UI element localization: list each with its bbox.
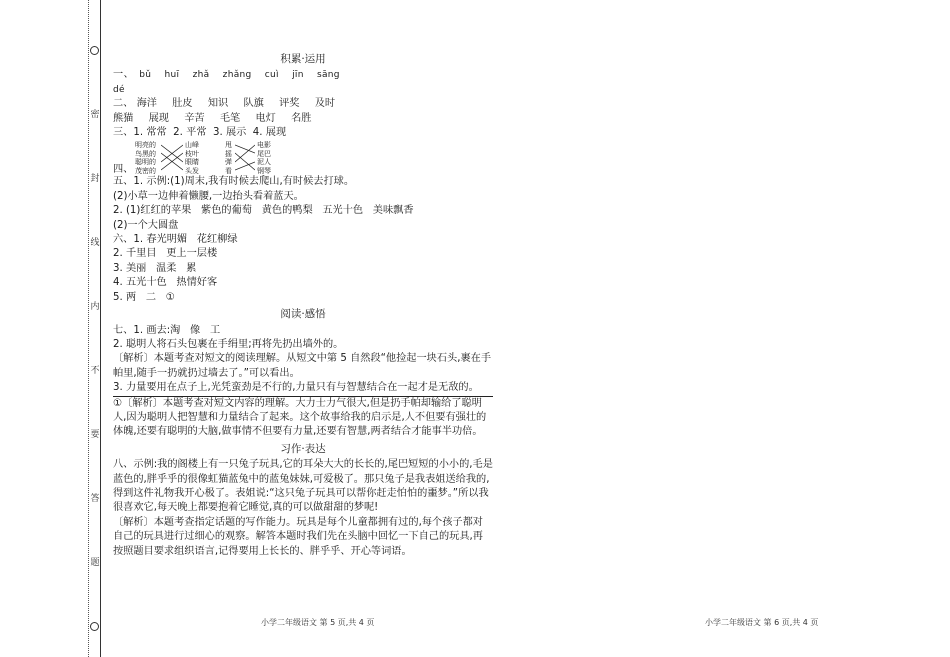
section-title-accumulate: 积累·运用 <box>280 53 326 65</box>
binding-circle-bottom <box>90 622 99 631</box>
binding-char: 题 <box>90 558 100 568</box>
q1-label: 一、 <box>113 69 134 81</box>
q4-match-lines-a <box>161 141 183 175</box>
q7-line3: 3. 力量要用在点子上,光凭蛮劲是不行的,力量只有与智慧结合在一起才是无敌的。 <box>113 381 493 396</box>
match-item: 明亮的 <box>135 141 156 150</box>
match-item: 山峰 <box>185 141 199 150</box>
q4-block <box>113 141 493 175</box>
q7-analysis2: ①〔解析〕本题考查对短文内容的理解。大力士力气很大,但是扔手帕却输给了聪明人,因为聪明人把智慧和力量结合了起来。这个故事给我的启示是,人不但要有强壮的体魄,还要有聪明的大脑,做事情不但要有力量,还要有智慧,两者结合才能事半功倍。 <box>113 397 487 438</box>
match-item: 枝叶 <box>185 149 199 158</box>
binding-char: 封 <box>90 174 100 184</box>
word-item: 熊猫 <box>113 112 134 124</box>
word-item: 及时 <box>314 98 336 110</box>
q4-matching-diagram <box>135 141 493 175</box>
word-item: 名胜 <box>291 112 312 124</box>
q5-line: 2. (1)红红的苹果 紫色的葡萄 黄色的鸭梨 五光十色 美味飘香 <box>113 205 414 217</box>
match-item: 聪明的 <box>135 158 156 167</box>
word-item: 海洋 <box>136 98 157 110</box>
binding-circle-top <box>90 46 99 55</box>
match-item: 头发 <box>185 166 199 175</box>
pinyin-item: cuì <box>264 70 279 81</box>
match-item: 钢琴 <box>257 166 271 175</box>
match-item: 尾巴 <box>257 149 271 158</box>
q7-line2: 2. 聪明人将石头包裹在手绢里;再将先扔出墙外的。 <box>113 338 344 350</box>
q5-line: (2)小草一边伸着懒腰,一边抬头看着蓝天。 <box>113 190 304 202</box>
q2-row1 <box>113 97 493 111</box>
q2-label: 二、 <box>113 98 134 110</box>
match-item: 眼睛 <box>185 158 199 167</box>
pinyin-item: sāng <box>316 70 340 81</box>
page-footer-left: 小学二年级语文 第 5 页,共 4 页 <box>261 618 375 627</box>
binding-char: 线 <box>90 238 100 248</box>
q8-answer: 八、示例:我的阁楼上有一只兔子玩具,它的耳朵大大的长长的,尾巴短短的小小的,毛是蓝色的,胖乎乎的很像虹猫蓝兔中的蓝兔妹妹,可爱极了。那只兔子是我表姐送给我的,得到这件礼物我开心极了。表姐说:“这只兔子玩具可以帮你赶走怕怕的噩梦。”所以我很喜欢它,每天晚上都要抱着它睡觉,真的可以做甜甜的梦呢! <box>113 459 493 514</box>
q7-line1: 七、1. 画去:淘 像 工 <box>113 324 221 336</box>
pinyin-item: bǔ <box>139 70 152 81</box>
q6-line: 2. 千里目 更上一层楼 <box>113 248 218 260</box>
q3-answer: 三、1. 常常 2. 平常 3. 展示 4. 展现 <box>113 127 287 139</box>
match-item: 看 <box>225 166 232 175</box>
q2-row2 <box>113 112 493 126</box>
q8-analysis: 〔解析〕本题考查指定话题的写作能力。玩具是每个儿童都拥有过的,每个孩子都对自己的玩具进行过细心的观察。解答本题时我们先在头脑中回忆一下自己的玩具,再按照题目要求组织语言,记得要用上长长的、胖乎乎、开心等词语。 <box>113 516 483 557</box>
binding-char: 内 <box>90 302 100 312</box>
word-item: 辛苦 <box>184 112 205 124</box>
binding-char: 答 <box>90 494 100 504</box>
match-item: 摇 <box>225 149 232 158</box>
pinyin-item: dé <box>113 84 125 95</box>
q6-line: 4. 五光十色 热情好客 <box>113 277 218 289</box>
q1-pinyin-row <box>113 68 493 82</box>
section-title-writing: 习作·表达 <box>280 442 326 455</box>
q4-label: 四、 <box>113 164 134 176</box>
pinyin-item: huī <box>164 70 180 81</box>
word-item: 知识 <box>207 98 229 110</box>
match-item: 甩 <box>225 141 232 150</box>
binding-char: 不 <box>90 366 100 376</box>
pinyin-item: jīn <box>292 70 304 81</box>
word-item: 电灯 <box>255 112 276 124</box>
q4-left-b <box>225 141 232 175</box>
q7-analysis1: 〔解析〕本题考查对短文的阅读理解。从短文中第 5 自然段“他捡起一块石头,裹在手帕里,随手一扔就扔过墙去了。”可以看出。 <box>113 353 492 379</box>
q4-right-a <box>185 141 199 175</box>
q4-left-a <box>135 141 156 175</box>
page-footer-right: 小学二年级语文 第 6 页,共 4 页 <box>705 618 819 627</box>
word-item: 队旗 <box>243 98 264 110</box>
match-item: 泥人 <box>257 158 271 167</box>
q6-line: 六、1. 春光明媚 花红柳绿 <box>113 234 238 246</box>
word-item: 评奖 <box>279 98 300 110</box>
binding-char: 要 <box>90 430 100 440</box>
q4-match-lines-b <box>235 141 255 175</box>
q5-line: (2)一个大圆盘 <box>113 219 179 231</box>
pinyin-item: zhǎ <box>192 70 210 81</box>
q6-line: 3. 美丽 温柔 累 <box>113 262 197 274</box>
word-item: 展现 <box>148 112 169 124</box>
match-item: 鸟黑的 <box>135 149 156 158</box>
q4-right-b <box>257 141 271 175</box>
q6-line: 5. 两 二 ① <box>113 291 175 303</box>
section-title-reading: 阅读·感悟 <box>280 308 326 321</box>
pinyin-item: zhǎng <box>222 70 252 81</box>
answer-key-content <box>113 50 493 559</box>
match-item: 弹 <box>225 158 232 167</box>
match-item: 电影 <box>257 141 271 150</box>
q5-line: 五、1. 示例:(1)周末,我有时候去爬山,有时候去打球。 <box>113 176 355 188</box>
q1-pinyin-extra <box>113 83 493 97</box>
match-item: 茂密的 <box>135 166 156 175</box>
binding-char: 密 <box>90 110 100 120</box>
word-item: 毛笔 <box>219 112 241 124</box>
word-item: 肚皮 <box>172 98 193 110</box>
